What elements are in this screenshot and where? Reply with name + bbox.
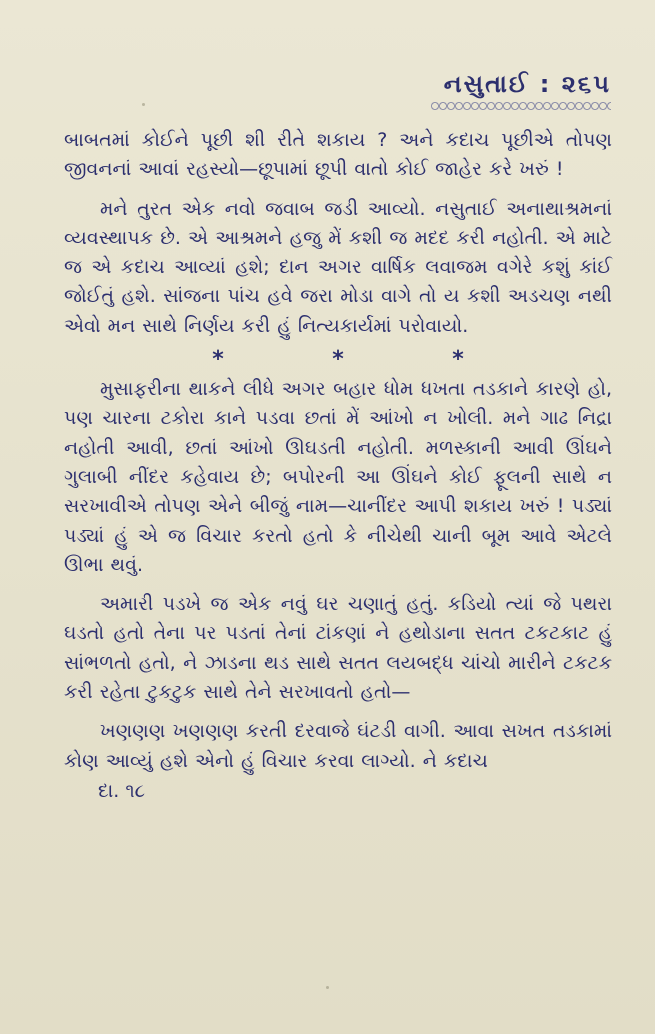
paragraph-4: અમારી પડખે જ એક નવું ઘર ચણાતું હતું. કડિયો ત્યાં જે પથરા ઘડતો હતો તેના પર પડતાં તેનાં ટાંકણાં ને હથોડાના સતત ટકટકાટ હું સાંભળતો હતો, ને ઝાડના થડ સાથે સતત લયબદ્ધ ચાંચો મારીને ટકટક કરી રહેતા ટુકટુક સાથે તેને સરખાવતો હતો—	[64, 593, 612, 704]
separator-asterisk: *	[212, 347, 224, 373]
separator-asterisk: *	[452, 347, 464, 373]
signature-mark: દા. ૧૮	[98, 779, 146, 802]
running-head: નસુતાઈ : ૨૬૫	[443, 70, 611, 98]
wavy-rule	[431, 102, 611, 110]
paragraph-3: મુસાફરીના થાકને લીધે અગર બહાર ધોમ ધખતા તડકાને કારણે હો, પણ ચારના ટકોરા કાને પડવા છતાં મેં આંખો ન ખોલી. મને ગાઢ નિદ્રા નહોતી આવી, છતાં આંખો ઊઘડતી નહોતી. મળસ્કાની આવી ઊંઘને ગુલાબી નીંદર કહેવાય છે; બપોરની આ ઊંઘને કોઈ ફૂલની સાથે ન સરખાવીએ તોપણ એને બીજું નામ—ચાનીંદર આપી શકાય ખરું ! પડ્યાં પડ્યાં હું એ જ વિચાર કરતો હતો કે નીચેથી ચાની બૂમ આવે એટલે ઊભા થવું.	[64, 378, 612, 576]
page-header	[431, 70, 611, 110]
paragraph-5: ખણણણ ખણણણ કરતી દરવાજે ઘંટડી વાગી. આવા સખત તડકામાં કોણ આવ્યું હશે એનો હું વિચાર કરવા લાગ્યો. ને કદાચ	[64, 720, 612, 772]
paragraph-2: મને તુરત એક નવો જવાબ જડી આવ્યો. નસુતાઈ અનાથાશ્રમનાં વ્યવસ્થાપક છે. એ આશ્રમને હજુ મેં કશી જ મદદ કરી નહોતી. એ માટે જ એ કદાચ આવ્યાં હશે; દાન અગર વાર્ષિક લવાજમ વગેરે કશું કાંઈ જોઈતું હશે. સાંજના પાંચ હવે જરા મોડા વાગે તો ય કશી અડચણ નથી એવો મન સાથે નિર્ણય કરી હું નિત્યકાર્યમાં પરોવાયો.	[64, 197, 612, 337]
separator-asterisk: *	[332, 347, 344, 373]
paper-speck	[326, 986, 329, 989]
paragraph-1: બાબતમાં કોઈને પૂછી શી રીતે શકાય ? અને કદાચ પૂછીએ તોપણ જીવનનાં આવાં રહસ્યો—છૂપામાં છૂપી વાતો કોઈ જાહેર કરે ખરું !	[64, 129, 612, 181]
paper-speck	[142, 103, 145, 106]
section-separator	[158, 349, 518, 371]
body-text	[64, 126, 612, 804]
